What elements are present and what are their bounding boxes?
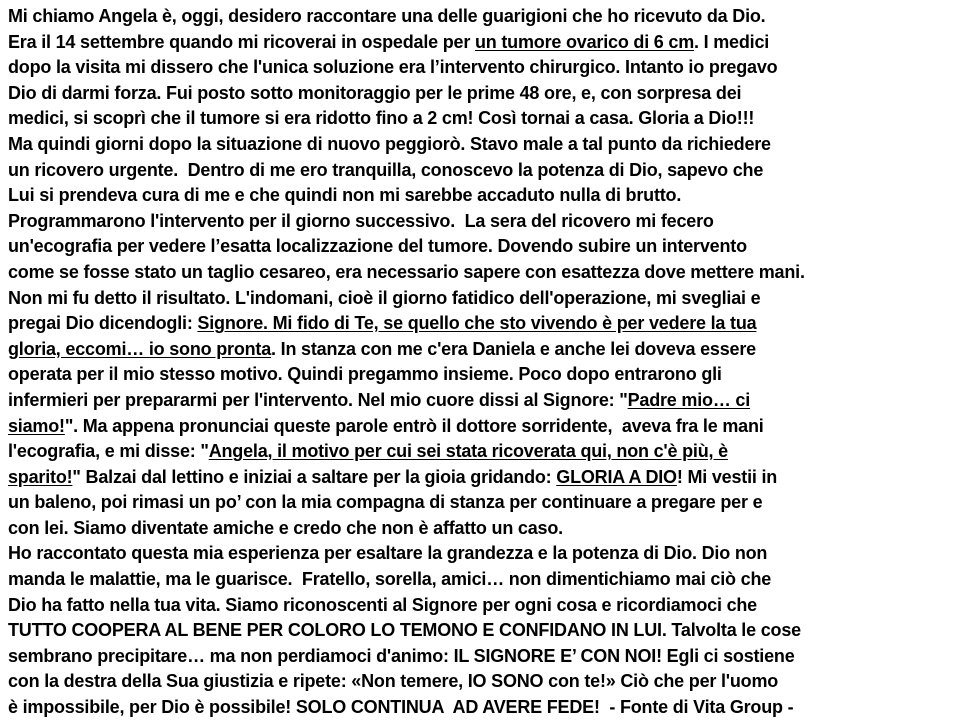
text-segment: . In stanza con me c'era Daniela e anche lei doveva essere xyxy=(271,338,756,359)
text-segment: un baleno, poi rimasi un po’ con la mia compagna di stanza per continuare a pregare per e xyxy=(8,492,763,513)
text-segment: manda le malattie, ma le guarisce. Fratello, sorella, amici… non dimentichiamo mai ciò che xyxy=(8,569,772,590)
text-line xyxy=(8,414,952,440)
text-segment: ". Ma appena pronunciai queste parole entrò il dottore sorridente, aveva fra le mani xyxy=(64,415,764,436)
text-segment: Dio ha fatto nella tua vita. Siamo riconoscenti al Signore per ogni cosa e ricordiamoci che xyxy=(8,594,757,615)
text-segment: Ho raccontato questa mia esperienza per esaltare la grandezza e la potenza di Dio. Dio non xyxy=(8,543,768,564)
text-segment: Lui si prendeva cura di me e che quindi non mi sarebbe accaduto nulla di brutto. xyxy=(8,185,682,206)
text-segment: operata per il mio stesso motivo. Quindi pregammo insieme. Poco dopo entrarono gli xyxy=(8,364,722,385)
text-line xyxy=(8,106,952,132)
text-line xyxy=(8,516,952,542)
text-line xyxy=(8,593,952,619)
text-segment: l'ecografia, e mi disse: " xyxy=(8,441,209,462)
text-line xyxy=(8,183,952,209)
text-line xyxy=(8,4,952,30)
text-line xyxy=(8,567,952,593)
text-segment: dopo la visita mi dissero che l'unica soluzione era l’intervento chirurgico. Intanto io pregavo xyxy=(8,57,778,78)
text-line xyxy=(8,132,952,158)
text-segment: Mi chiamo Angela è, oggi, desidero raccontare una delle guarigioni che ho ricevuto da Dio. xyxy=(8,6,766,26)
text-line xyxy=(8,55,952,81)
underlined-text: siamo! xyxy=(8,415,65,436)
underlined-text: Angela, il motivo per cui sei stata ricoverata qui, non c'è più, è xyxy=(208,441,728,462)
text-line xyxy=(8,81,952,107)
underlined-text: gloria, eccomi… io sono pronta xyxy=(8,338,272,359)
text-segment: infermieri per prepararmi per l'intervento. Nel mio cuore dissi al Signore: " xyxy=(8,389,628,410)
underlined-text: GLORIA A DIO xyxy=(556,466,677,487)
text-line xyxy=(8,286,952,312)
text-line xyxy=(8,618,952,644)
text-line xyxy=(8,209,952,235)
text-segment: Era il 14 settembre quando mi ricoverai in ospedale per xyxy=(8,31,475,52)
text-line xyxy=(8,541,952,567)
text-line xyxy=(8,439,952,465)
text-segment: . I medici xyxy=(694,31,770,52)
text-segment: Ma quindi giorni dopo la situazione di nuovo peggiorò. Stavo male a tal punto da richiedere xyxy=(8,133,771,154)
text-line xyxy=(8,311,952,337)
underlined-text: Padre mio… ci xyxy=(627,389,751,410)
text-segment: come se fosse stato un taglio cesareo, era necessario sapere con esattezza dove mettere mani. xyxy=(8,261,805,282)
underlined-text: un tumore ovarico di 6 cm xyxy=(474,31,695,52)
text-line xyxy=(8,388,952,414)
text-segment: un ricovero urgente. Dentro di me ero tranquilla, conoscevo la potenza di Dio, sapevo che xyxy=(8,159,764,180)
text-segment: Dio di darmi forza. Fui posto sotto monitoraggio per le prime 48 ore, e, con sorpresa dei xyxy=(8,82,742,103)
text-segment: ! Mi vestii in xyxy=(676,466,778,487)
text-segment: TUTTO COOPERA AL BENE PER COLORO LO TEMONO E CONFIDANO IN LUI. Talvolta le cose xyxy=(8,620,801,641)
text-segment: con la destra della Sua giustizia e ripete: «Non temere, IO SONO con te!» Ciò che per l'uomo xyxy=(8,671,779,692)
text-line xyxy=(8,644,952,670)
text-segment: pregai Dio dicendogli: xyxy=(8,313,198,334)
text-segment: con lei. Siamo diventate amiche e credo che non è affatto un caso. xyxy=(8,517,563,538)
text-line xyxy=(8,490,952,516)
text-line xyxy=(8,695,952,721)
text-segment: è impossibile, per Dio è possibile! SOLO CONTINUA AD AVERE FEDE! - Fonte di Vita Group - xyxy=(8,697,794,718)
underlined-text: sparito! xyxy=(8,466,73,487)
text-line xyxy=(8,158,952,184)
text-segment: Non mi fu detto il risultato. L'indomani, cioè il giorno fatidico dell'operazione, mi svegliai e xyxy=(8,287,761,308)
text-line xyxy=(8,362,952,388)
text-line xyxy=(8,337,952,363)
text-segment: un'ecografia per vedere l’esatta localizzazione del tumore. Dovendo subire un intervento xyxy=(8,236,747,257)
text-segment: " Balzai dal lettino e iniziai a saltare per la gioia gridando: xyxy=(72,466,557,487)
underlined-text: Signore. Mi fido di Te, se quello che sto vivendo è per vedere la tua xyxy=(197,313,757,334)
text-segment: medici, si scoprì che il tumore si era ridotto fino a 2 cm! Così tornai a casa. Gloria a Dio!!! xyxy=(8,108,755,129)
text-segment: Programmarono l'intervento per il giorno successivo. La sera del ricovero mi fecero xyxy=(8,210,714,231)
text-line xyxy=(8,260,952,286)
text-line xyxy=(8,465,952,491)
text-line xyxy=(8,30,952,56)
text-line xyxy=(8,669,952,695)
testimony-document xyxy=(8,4,952,721)
text-segment: sembrano precipitare… ma non perdiamoci d'animo: IL SIGNORE E’ CON NOI! Egli ci sostiene xyxy=(8,645,795,666)
text-line xyxy=(8,234,952,260)
